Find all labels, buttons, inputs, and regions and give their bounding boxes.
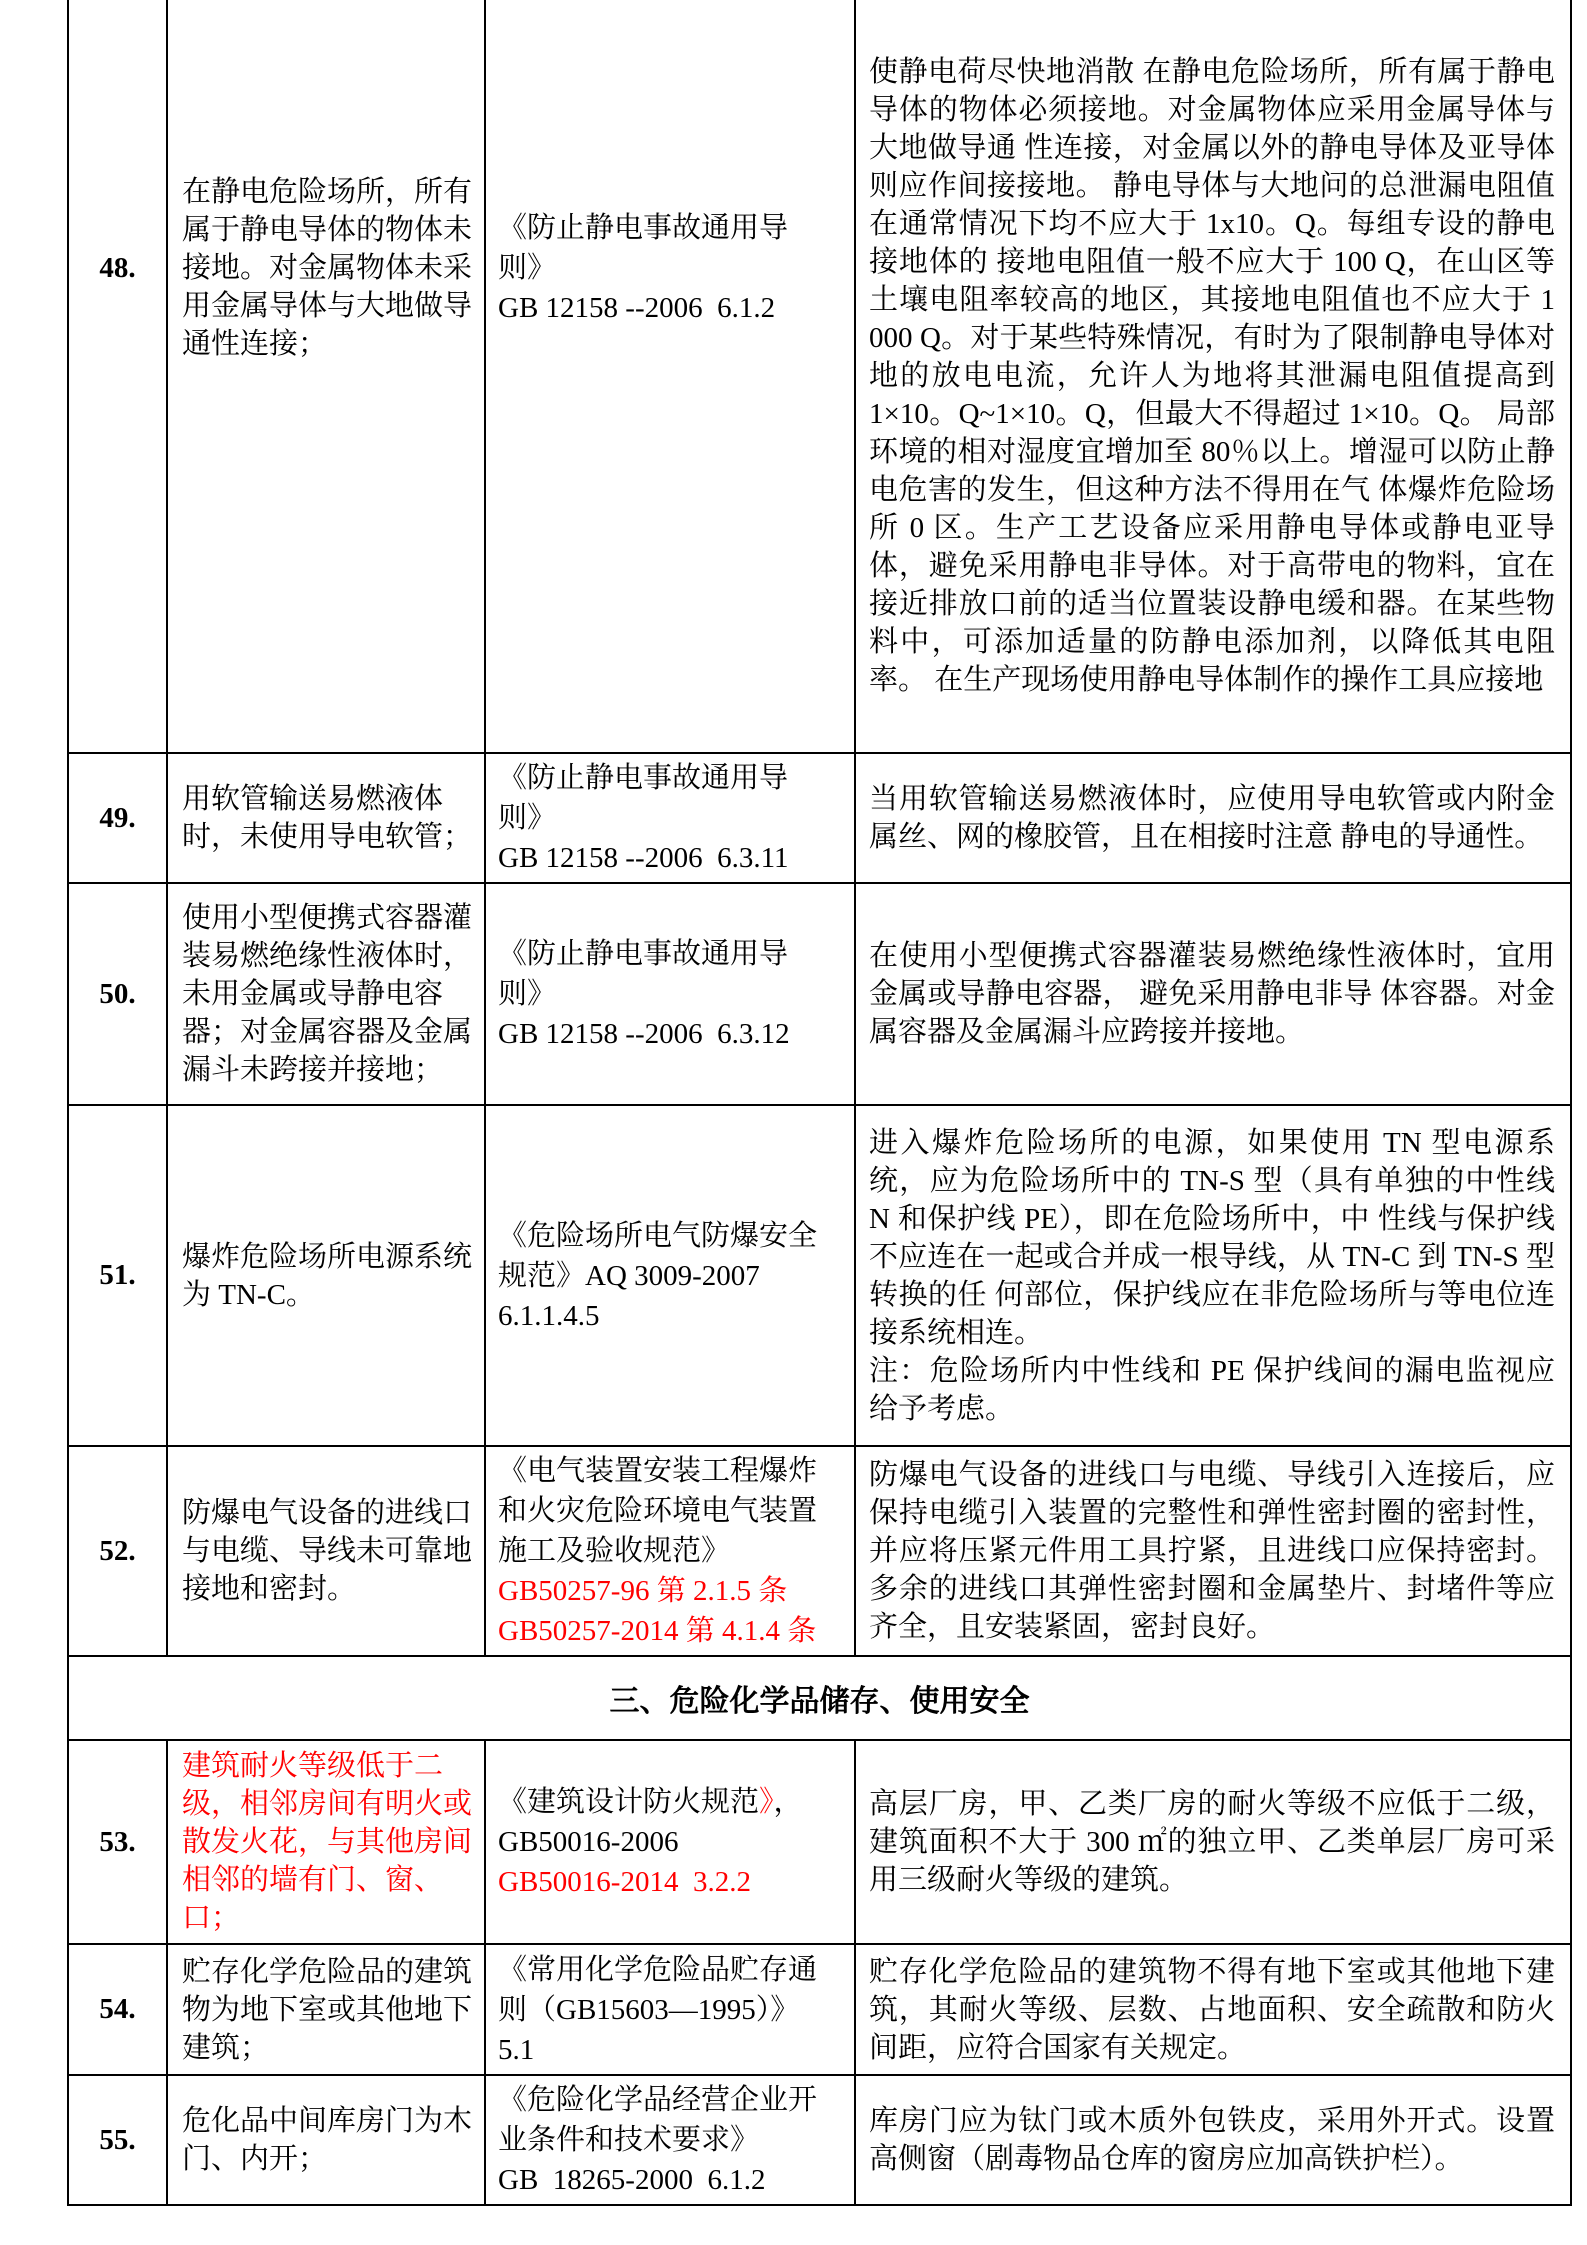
basis-segment: GB 12158 --2006 6.3.12	[498, 1018, 790, 1050]
explanation-cell	[855, 0, 1571, 753]
basis-segment-red: 》	[759, 1786, 774, 1818]
section-title: 三、危险化学品储存、使用安全	[68, 1656, 1571, 1740]
explanation-text: 当用软管输送易燃液体时，应使用导电软管或内附金属丝、网的橡胶管，且在相接时注意 静电的导通性。	[869, 783, 1555, 853]
explanation-text: 在使用小型便携式容器灌装易燃绝缘性液体时，宜用金属或导静电容器， 避免采用静电非导 体容器。对金属容器及金属漏斗应跨接并接地。	[869, 940, 1555, 1048]
basis-cell	[485, 1105, 855, 1446]
basis-segment: ，	[773, 1786, 803, 1818]
row-number-cell	[68, 1944, 167, 2075]
row-number: 54.	[99, 1993, 136, 2025]
table-row	[68, 753, 1571, 883]
basis-text	[486, 930, 854, 1058]
basis-cell	[485, 1944, 855, 2075]
row-number: 53.	[99, 1825, 136, 1858]
basis-segment: GB50016-2006	[498, 1826, 679, 1858]
explanation-cell	[855, 1944, 1571, 2075]
basis-text	[486, 1946, 854, 2074]
explanation-text: 高层厂房，甲、乙类厂房的耐火等级不应低于二级，建筑面积不大于 300 ㎡的独立甲、乙类单层厂房可采用三级耐火等级的建筑。	[869, 1788, 1555, 1896]
problem-text: 防爆电气设备的进线口与电缆、导线未可靠地接地和密封。	[182, 1497, 473, 1605]
basis-segment: 《建筑设计防火规范	[498, 1786, 760, 1818]
basis-segment: 《电气装置安装工程爆炸和火灾危险环境电气装置施工及验收规范》	[498, 1455, 818, 1567]
table-row	[68, 883, 1571, 1105]
basis-segment-red: GB50016-2014 3.2.2	[498, 1866, 751, 1898]
basis-segment: 6.1.1.4.5	[498, 1299, 600, 1332]
problem-cell	[167, 883, 485, 1105]
basis-cell	[485, 883, 855, 1105]
table-row	[68, 1446, 1571, 1656]
basis-text	[486, 2076, 854, 2204]
problem-text: 贮存化学危险品的建筑物为地下室或其他地下建筑；	[182, 1955, 473, 2064]
basis-segment: 《危险场所电气防爆安全规范》AQ 3009-2007	[498, 1219, 818, 1292]
basis-segment: GB 18265-2000 6.1.2	[498, 2164, 766, 2196]
basis-text	[486, 754, 854, 882]
basis-segment: 5.1	[498, 2033, 535, 2066]
problem-cell	[167, 2075, 485, 2205]
problem-cell	[167, 1446, 485, 1656]
basis-segment: 《防止静电事故通用导则》	[498, 762, 789, 834]
explanation-text: 贮存化学危险品的建筑物不得有地下室或其他地下建筑，其耐火等级、层数、占地面积、安全疏散和防火间距，应符合国家有关规定。	[869, 1955, 1555, 2064]
table-body	[68, 0, 1571, 2205]
row-number: 55.	[99, 2123, 136, 2156]
basis-segment: GB 12158 --2006 6.1.2	[498, 292, 776, 324]
explanation-cell	[855, 1446, 1571, 1656]
table-row	[68, 1105, 1571, 1446]
explanation-cell	[855, 883, 1571, 1105]
section-header-row	[68, 1656, 1571, 1740]
row-number-cell	[68, 1105, 167, 1446]
explanation-text: 防爆电气设备的进线口与电缆、导线引入连接后，应保持电缆引入装置的完整性和弹性密封圈的密封性，并应将压紧元件用工具拧紧，且进线口应保持密封。多余的进线口其弹性密封圈和金属垫片、封堵件等应齐全，且安装紧固，密封良好。	[869, 1459, 1555, 1643]
basis-text	[486, 1447, 854, 1655]
row-number-cell	[68, 1740, 167, 1944]
explanation-cell	[855, 753, 1571, 883]
row-number: 51.	[99, 1259, 136, 1291]
row-number: 48.	[99, 251, 136, 284]
problem-cell	[167, 1105, 485, 1446]
basis-segment: 《常用化学危险品贮存通则（GB15603—1995）》	[498, 1953, 818, 2026]
row-number-cell	[68, 1446, 167, 1656]
basis-cell	[485, 0, 855, 753]
explanation-cell	[855, 1105, 1571, 1446]
explanation-cell	[855, 2075, 1571, 2205]
problem-cell	[167, 1944, 485, 2075]
explanation-text: 库房门应为钛门或木质外包铁皮，采用外开式。设置高侧窗（剧毒物品仓库的窗房应加高铁护栏）。	[869, 2105, 1555, 2175]
problem-text: 使用小型便携式容器灌装易燃绝缘性液体时，未用金属或导静电容器；对金属容器及金属漏斗未跨接并接地；	[182, 902, 473, 1086]
explanation-cell	[855, 1740, 1571, 1944]
basis-segment: 《防止静电事故通用导则》	[498, 938, 789, 1010]
problem-cell	[167, 753, 485, 883]
row-number: 52.	[99, 1534, 136, 1567]
basis-cell	[485, 1446, 855, 1656]
basis-cell	[485, 2075, 855, 2205]
explanation-text: 进入爆炸危险场所的电源，如果使用 TN 型电源系统，应为危险场所中的 TN-S 型（具有单独的中性线 N 和保护线 PE），即在危险场所中，中 性线与保护线不应连在一起或合并成一根导线，从 TN-C 到 TN-S 型转换的任 何部位，保护线应在非危险场所与等电位连接系统相连。 注：危险场所内中性线和 PE 保护线间的漏电监视应给予考虑。	[869, 1126, 1555, 1425]
table-row	[68, 1740, 1571, 1944]
basis-cell	[485, 753, 855, 883]
table-row	[68, 1944, 1571, 2075]
problem-text: 危化品中间库房门为木门、内开；	[182, 2105, 473, 2175]
problem-cell	[167, 0, 485, 753]
row-number: 49.	[99, 801, 136, 834]
row-number-cell	[68, 2075, 167, 2205]
basis-cell	[485, 1740, 855, 1944]
problem-text: 用软管输送易燃液体时，未使用导电软管；	[182, 783, 473, 853]
regulations-table	[67, 0, 1572, 2206]
explanation-text: 使静电荷尽快地消散 在静电危险场所，所有属于静电导体的物体必须接地。对金属物体应采用金属导体与大地做导通 性连接，对金属以外的静电导体及亚导体则应作间接接地。 静电导体与大地问的总泄漏电阻值在通常情况下均不应大于 1x10。Q。每组专设的静电接地体的 接地电阻值一般不应大于 100 Q，在山区等土壤电阻率较高的地区，其接地电阻值也不应大于 1 000 Q。对于某些特殊情况，有时为了限制静电导体对地的放电电流，允许人为地将其泄漏电阻值提高到 1×10。Q~1×10。Q，但最大不得超过 1×10。Q。 局部环境的相对湿度宜增加至 80％以上。增湿可以防止静电危害的发生，但这种方法不得用在气 体爆炸危险场所 0 区。生产工艺设备应采用静电导体或静电亚导体，避免采用静电非导体。对于高带电的物料，宜在接近排放口前的适当位置装设静电缓和器。在某些物料中，可添加适量的防静电添加剂，以降低其电阻率。 在生产现场使用静电导体制作的操作工具应接地	[869, 56, 1555, 696]
row-number-cell	[68, 0, 167, 753]
row-number: 50.	[99, 977, 136, 1010]
row-number-cell	[68, 753, 167, 883]
row-number-cell	[68, 883, 167, 1105]
basis-segment: 《防止静电事故通用导则》	[498, 212, 789, 284]
problem-text: 建筑耐火等级低于二级，相邻房间有明火或散发火花，与其他房间相邻的墙有门、窗、口；	[182, 1750, 473, 1934]
problem-text: 在静电危险场所，所有属于静电导体的物体未接地。对金属物体未采用金属导体与大地做导通性连接；	[182, 176, 473, 360]
basis-segment: GB 12158 --2006 6.3.11	[498, 842, 789, 874]
basis-segment-red: GB50257-96 第 2.1.5 条 GB50257-2014 第 4.1.4 条	[498, 1575, 817, 1647]
table-row	[68, 2075, 1571, 2205]
problem-text: 爆炸危险场所电源系统为 TN-C。	[182, 1240, 473, 1311]
basis-text	[486, 1212, 854, 1340]
problem-cell	[167, 1740, 485, 1944]
basis-segment: 《危险化学品经营企业开业条件和技术要求》	[498, 2084, 818, 2156]
basis-text	[486, 1778, 854, 1906]
table-row	[68, 0, 1571, 753]
basis-text	[486, 204, 854, 332]
